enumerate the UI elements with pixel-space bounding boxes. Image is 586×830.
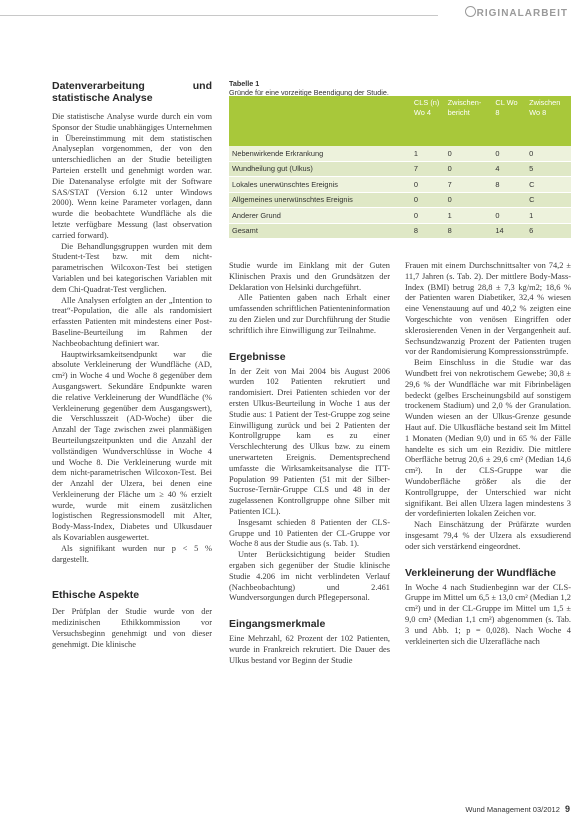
paragraph: Alle Analysen erfolgten an der „Intention to treat“-Population, die alle als randomisiert erfassten Patienten mit mindestens einer Post-Baseline-Beurteilung im Rahmen der Nachbeobachtung definiert war. bbox=[52, 295, 212, 348]
heading-ethische-aspekte: Ethische Aspekte bbox=[52, 589, 140, 602]
journal-name: Wund Management 03/2012 bbox=[465, 805, 560, 814]
row-label: Allgemeines unerwünschtes Ereignis bbox=[229, 192, 411, 208]
table-row bbox=[229, 146, 571, 161]
right-column bbox=[405, 261, 571, 647]
cell: 8 bbox=[411, 223, 445, 239]
paragraph: Unter Berücksichtigung beider Studien ergaben sich gegenüber der Studie klinische Studie 4.206 im nicht verblindeten Verlauf (Nachbeobachtung) und 2.461 Wundversorgungen durch Pflegepersonal. bbox=[229, 550, 390, 603]
cell: 1 bbox=[445, 208, 493, 224]
middle-column bbox=[229, 261, 390, 667]
cell: 14 bbox=[492, 223, 526, 239]
cell: 0 bbox=[445, 146, 493, 161]
paragraph: Beim Einschluss in die Studie war das Wundbett frei von nekrotischem Gewebe; 30,8 ± 29,6 % der Wundfläche war mit Fibrinbelägen bedeckt (gelbes Erscheinungsbild auf sonstigem trockenem Stadium) und 2,0 % der Granulation. Wunden wiesen an der Ulkus-Grenze gesunde Haut auf. Die Ulkusfläche bestand seit Im Mittel 1 Monaten (Median 9,0) und in 65 % der Fälle handelte es sich um ein Rezidiv. Die mittlere Oberfläche betrug 20,6 ± 29,6 cm² (Median 14,6 cm²). In der CLS-Gruppe war die Wundoberfläche größer als die der Kontrollgruppe, der Unterschied war nicht signifikant. Bei allen Ulzera lagen mindestens 3 der vordefinierten lokalen Zeichen vor. bbox=[405, 358, 571, 519]
cell bbox=[492, 192, 526, 208]
cell: 0 bbox=[445, 192, 493, 208]
paragraph: Hauptwirksamkeitsendpunkt war die absolute Verkleinerung der Wundfläche (AD, cm²) in Woche 4 und Woche 8 gegenüber dem Ausgangswert. Sekundäre Endpunkte waren die relative Verkleinerung der Wundfläche (% Verkleinerung gegenüber dem Ausgangswert), die Verschlusszeit (AD-Woche) über die Anzahl der Tage zwischen zwei planmäßigen Beurteilungszeitpunkten und die Anzahl der vollständigen Wundverschlüsse in Woche 4 und Woche 8. Die Verkleinerung wurde mit dem nicht-parametrischen Wilcoxon-Test. Bei der Anzahl der Ulzera, bei denen eine Verkleinerung der Fläche um ≥ 40 % erzielt wurde, wurde mit einem zusätzlichen logistischen Regressionsmodell mit Alter, Body-Mass-Index, Diabetes und Ulkusdauer als Kovariablen ausgewertet. bbox=[52, 349, 212, 543]
cell: 7 bbox=[445, 177, 493, 193]
paragraph: Nach Einschätzung der Prüfärzte wurden insgesamt 79,4 % der Ulzera als exsudierend oder sich verstärkend eingeordnet. bbox=[405, 520, 571, 551]
paragraph: In Woche 4 nach Studienbeginn war der CLS-Gruppe im Mittel um 6,5 ± 13,0 cm² (Median 1,2 cm²) und in der CL-Gruppe im Mittel um 1,5 ± 9,0 cm² (Median 1,1 cm²) abgenommen (s. Tab. 3 und Abb. 1; p = 0,028). Nach Woche 4 verkleinerten sich die Ulzerafläche nach bbox=[405, 582, 571, 646]
row-label: Anderer Grund bbox=[229, 208, 411, 224]
row-label: Lokales unerwünschtes Ereignis bbox=[229, 177, 411, 193]
table-header: Zwischen Wo 8 bbox=[526, 96, 571, 146]
row-label: Wundheilung gut (Ulkus) bbox=[229, 161, 411, 177]
cell: 8 bbox=[492, 177, 526, 193]
section-badge-text: RIGINALARBEIT bbox=[476, 8, 568, 19]
heading-datenverarbeitung: Datenverarbeitung und statistische Analyse bbox=[52, 80, 212, 104]
table-title: Gründe für eine vorzeitige Beendigung der Studie. bbox=[229, 87, 389, 97]
paragraph: Insgesamt schieden 8 Patienten der CLS-Gruppe und 10 Patienten der CL-Gruppe vor Woche 8 aus der Studie aus (s. Tab. 1). bbox=[229, 517, 390, 549]
heading-verkleinerung: Verkleinerung der Wundfläche bbox=[405, 566, 556, 579]
table-row bbox=[229, 208, 571, 224]
table-row bbox=[229, 177, 571, 193]
data-table bbox=[229, 96, 571, 239]
cell: 5 bbox=[526, 161, 571, 177]
cell: C bbox=[526, 177, 571, 193]
header-rule bbox=[0, 15, 438, 16]
table-label: Tabelle 1 bbox=[229, 79, 260, 88]
page-number: 9 bbox=[564, 804, 570, 814]
left-column bbox=[52, 80, 212, 651]
table-header: CL Wo 8 bbox=[492, 96, 526, 146]
paragraph: Studie wurde im Einklang mit der Guten Klinischen Praxis und den Grundsätzen der Deklaration von Helsinki durchgeführt. bbox=[229, 261, 390, 292]
cell: 0 bbox=[492, 208, 526, 224]
heading-eingangsmerkmale: Eingangsmerkmale bbox=[229, 618, 326, 631]
paragraph: Als signifikant wurden nur p < 5 % dargestellt. bbox=[52, 543, 212, 564]
section-badge bbox=[465, 6, 568, 19]
paragraph: Die Behandlungsgruppen wurden mit dem Student-t-Test bzw. mit dem nicht-parametrischen Wilcoxon-Test bei stetigen Variablen und bei kategorischen Variablen mit dem Chi-Quadrat-Test verglichen. bbox=[52, 241, 212, 294]
row-label: Nebenwirkende Erkrankung bbox=[229, 146, 411, 161]
paragraph: Eine Mehrzahl, 62 Prozent der 102 Patienten, wurde in Frankreich rekrutiert. Die Dauer des Ulkus bestand vor Beginn der Studie bbox=[229, 634, 390, 665]
cell: 6 bbox=[526, 223, 571, 239]
cell: 0 bbox=[526, 146, 571, 161]
paragraph: Alle Patienten gaben nach Erhalt einer umfassenden schriftlichen Patienteninformation zu den Zielen und zur Durchführung der Studie schriftlich ihre Einwilligung zur Teilnahme. bbox=[229, 293, 390, 335]
cell: 0 bbox=[492, 146, 526, 161]
paragraph: Die statistische Analyse wurde durch ein vom Sponsor der Studie unabhängiges Unternehmen in Übereinstimmung mit dem statistischen Analyseplan vorgenommen, der von den unterschiedlichen an der Studie beteiligten Parteien erstellt und genehmigt worden war. Die Datenanalyse erfolgte mit der Software SAS/STAT (Version 6.12 unter Windows 2000). Wenn keine Parameter vorlagen, dann wurde die beobachtete Wundfläche als die letzte verfügbare Messung (last observation carried forward). bbox=[52, 112, 212, 240]
heading-ergebnisse: Ergebnisse bbox=[229, 350, 286, 363]
table-caption bbox=[229, 80, 389, 97]
cell: 1 bbox=[526, 208, 571, 224]
table-row bbox=[229, 223, 571, 239]
row-label: Gesamt bbox=[229, 223, 411, 239]
cell: C bbox=[526, 192, 571, 208]
paragraph: Der Prüfplan der Studie wurde von der medizinischen Ethikkommission vor Versuchsbeginn genehmigt und von dieser genehmigt. Die klinische bbox=[52, 607, 212, 649]
cell: 0 bbox=[411, 208, 445, 224]
cell: 0 bbox=[445, 161, 493, 177]
cell: 0 bbox=[411, 192, 445, 208]
page-footer bbox=[465, 804, 570, 814]
table-row bbox=[229, 161, 571, 177]
paragraph: Frauen mit einem Durchschnittsalter von 74,2 ± 11,7 Jahren (s. Tab. 2). Der mittlere Body-Mass-Index (BMI) betrug 28,8 ± 7,3 kg/m2; 18,6 % der Patienten waren Diabetiker, 32,4 % wiesen eine Venenstauung auf und 40,2 % zeigten eine Vorgeschichte von venösen Eingriffen oder sklerosierenden Venen in der Vergangenheit auf. Sechsundzwanzig Prozent der Patienten trugen vor der Randomisierung Kompressionsstrümpfe. bbox=[405, 261, 571, 357]
table-header: CLS (n) Wo 4 bbox=[411, 96, 445, 146]
cell: 4 bbox=[492, 161, 526, 177]
paragraph: In der Zeit von Mai 2004 bis August 2006 wurden 102 Patienten rekrutiert und randomisiert. Drei Patienten schieden vor der ersten Ulkus-Beurteilung in Woche 1 aus der Studie aus: 1 Patient der Test-Gruppe zog seine Einwilligung zurück und bei 2 Patienten der Kontrollgruppe kam es zu einer Verschlechterung des Ulkus bzw. zu einem unerwarteten Ereignis. Dementsprechend umfasste die Wirksamkeitsanalyse die ITT-Population 99 Patienten (51 mit der Silber-Sucrose-Ternär-Gruppe CLS und 48 in der zugelassenen Kontrollgruppe ohne Silber mit Patienten ICL). bbox=[229, 366, 390, 516]
table-header: Zwischen-bericht bbox=[445, 96, 493, 146]
cell: 8 bbox=[445, 223, 493, 239]
table-row bbox=[229, 192, 571, 208]
circle-o-icon bbox=[465, 6, 476, 17]
table-header bbox=[229, 96, 411, 146]
cell: 1 bbox=[411, 146, 445, 161]
cell: 7 bbox=[411, 161, 445, 177]
cell: 0 bbox=[411, 177, 445, 193]
